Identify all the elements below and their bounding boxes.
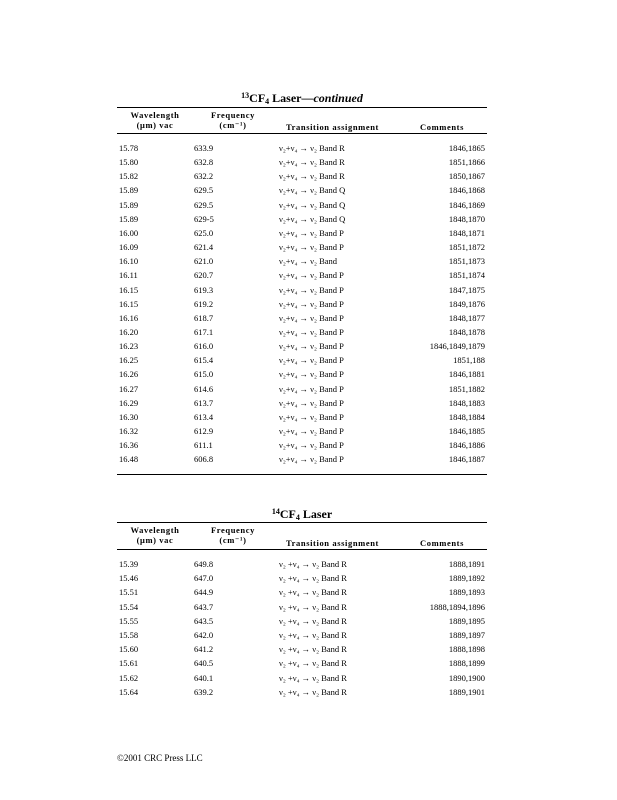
cell-transition: ν₂+ν₄ → ν₂ Band P [279, 242, 344, 253]
cell-wavelength: 15.62 [119, 672, 139, 683]
table1-top-rule [117, 107, 487, 108]
table2-title-subscript: 4 [295, 513, 300, 522]
cell-frequency: 615.4 [194, 355, 214, 366]
cell-wavelength: 16.25 [119, 355, 139, 366]
cell-comments: 1851,1872 [448, 242, 485, 253]
cell-frequency: 640.5 [194, 658, 214, 669]
cell-frequency: 616.0 [194, 341, 214, 352]
cell-frequency: 613.4 [194, 411, 214, 422]
cell-comments: 1851,188 [453, 355, 485, 366]
cell-comments: 1846,1881 [448, 369, 485, 380]
table1-title [117, 91, 487, 106]
cell-frequency: 612.9 [194, 426, 214, 436]
cell-frequency: 621.0 [194, 256, 214, 267]
cell-transition: ν₂+ν₄ → ν₂ Band P [279, 411, 344, 422]
table1-header-transition: Transition assignment [286, 122, 379, 132]
table-row [117, 285, 487, 299]
cell-comments: 1851,1866 [448, 157, 485, 168]
cell-comments: 1888,1894,1896 [429, 601, 485, 612]
table-row [117, 384, 487, 398]
table2-header-frequency-line2: (cm⁻¹) [219, 535, 247, 545]
table2-top-rule [117, 522, 487, 523]
cell-frequency: 642.0 [194, 630, 214, 640]
cell-transition: ν₂+ν₄ → ν₂ Band P [279, 383, 344, 394]
cell-transition: ν₂+ν₄ → ν₂ Band P [279, 397, 344, 408]
table1-header-frequency-line1: Frequency [211, 110, 255, 120]
cell-comments: 1848,1883 [448, 397, 485, 408]
cell-frequency: 614.6 [194, 383, 214, 394]
cell-comments: 1889,1901 [448, 686, 485, 697]
cell-frequency: 617.1 [194, 326, 214, 337]
table2-header-transition: Transition assignment [286, 538, 379, 548]
cell-comments: 1888,1891 [448, 559, 485, 569]
cell-comments: 1850,1867 [448, 171, 485, 182]
cell-transition: ν₂+ν₄ → ν₂ Band P [279, 426, 344, 436]
cell-transition: ν₂ +ν₄ → ν₂ Band R [279, 658, 347, 669]
table-row [117, 313, 487, 327]
cell-transition: ν₂+ν₄ → ν₂ Band P [279, 326, 344, 337]
cell-comments: 1847,1875 [448, 284, 485, 295]
cell-comments: 1848,1884 [448, 411, 485, 422]
table-row [117, 426, 487, 440]
cell-comments: 1889,1895 [448, 615, 485, 626]
table2-header-frequency [207, 525, 259, 546]
cell-comments: 1846,1868 [448, 185, 485, 196]
cell-comments: 1846,1886 [448, 440, 485, 451]
cell-wavelength: 16.29 [119, 397, 139, 408]
table2-title-isotope: 14 [271, 507, 280, 516]
table-row [117, 559, 487, 573]
cell-frequency: 629.5 [194, 199, 214, 210]
table2-header-wavelength-line2: (μm) vac [136, 535, 174, 545]
cell-wavelength: 16.30 [119, 411, 139, 422]
table1-header-comments: Comments [420, 122, 464, 132]
cell-frequency: 619.3 [194, 284, 214, 295]
cell-frequency: 640.1 [194, 672, 214, 683]
table2-title [117, 507, 487, 522]
table-row [117, 673, 487, 687]
cell-transition: ν₂+ν₄ → ν₂ Band Q [279, 213, 346, 224]
cell-transition: ν₂+ν₄ → ν₂ Band R [279, 143, 345, 153]
cell-transition: ν₂+ν₄ → ν₂ Band P [279, 298, 344, 309]
table-row [117, 440, 487, 454]
cell-wavelength: 15.82 [119, 171, 139, 182]
cell-comments: 1889,1892 [448, 573, 485, 584]
cell-transition: ν₂+ν₄ → ν₂ Band [279, 256, 338, 267]
cell-comments: 1848,1878 [448, 326, 485, 337]
cell-frequency: 619.2 [194, 298, 214, 309]
cell-transition: ν₂+ν₄ → ν₂ Band P [279, 270, 344, 281]
cell-wavelength: 15.89 [119, 213, 139, 224]
cell-comments: 1890,1900 [448, 672, 485, 683]
cell-transition: ν₂ +ν₄ → ν₂ Band R [279, 587, 347, 598]
table-row [117, 630, 487, 644]
cell-transition: ν₂+ν₄ → ν₂ Band P [279, 440, 344, 451]
table1-bottom-rule [117, 474, 487, 475]
cell-frequency: 647.0 [194, 573, 214, 584]
cell-frequency: 625.0 [194, 227, 214, 238]
table2-title-formula: CF [279, 507, 296, 521]
cell-wavelength: 16.36 [119, 440, 139, 451]
copyright-footer: ©2001 CRC Press LLC [117, 753, 203, 763]
cell-wavelength: 15.60 [119, 644, 139, 655]
cell-wavelength: 16.23 [119, 341, 139, 352]
cell-wavelength: 16.10 [119, 256, 139, 267]
cell-comments: 1851,1873 [448, 256, 485, 267]
cell-comments: 1849,1876 [448, 298, 485, 309]
table-row [117, 270, 487, 284]
table-row [117, 242, 487, 256]
cell-frequency: 649.8 [194, 559, 214, 569]
cell-transition: ν₂+ν₄ → ν₂ Band R [279, 157, 345, 168]
cell-comments: 1888,1898 [448, 644, 485, 655]
table2-header-rule [117, 549, 487, 550]
cell-frequency: 611.1 [194, 440, 213, 451]
cell-transition: ν₂ +ν₄ → ν₂ Band R [279, 573, 347, 584]
cell-wavelength: 15.89 [119, 199, 139, 210]
cell-wavelength: 15.39 [119, 559, 139, 569]
table1-header-wavelength [126, 110, 184, 130]
table-row [117, 214, 487, 228]
cell-comments: 1846,1869 [448, 199, 485, 210]
table-row [117, 658, 487, 672]
cell-comments: 1846,1865 [448, 143, 485, 153]
cell-comments: 1889,1897 [448, 630, 485, 640]
table1-title-continued: continued [313, 91, 363, 105]
cell-wavelength: 16.32 [119, 426, 139, 436]
cell-wavelength: 16.48 [119, 454, 139, 465]
cell-wavelength: 16.20 [119, 326, 139, 337]
cell-transition: ν₂+ν₄ → ν₂ Band P [279, 454, 344, 465]
cell-comments: 1851,1874 [448, 270, 485, 281]
cell-wavelength: 16.27 [119, 383, 139, 394]
cell-wavelength: 15.54 [119, 601, 139, 612]
cell-frequency: 618.7 [194, 312, 214, 323]
cell-comments: 1851,1882 [448, 383, 485, 394]
cell-transition: ν₂+ν₄ → ν₂ Band P [279, 355, 344, 366]
cell-transition: ν₂ +ν₄ → ν₂ Band R [279, 615, 347, 626]
cell-comments: 1846,1887 [448, 454, 485, 465]
table2-header-wavelength [126, 525, 184, 545]
cell-wavelength: 15.46 [119, 573, 139, 584]
cell-transition: ν₂+ν₄ → ν₂ Band P [279, 284, 344, 295]
table-row [117, 157, 487, 171]
cell-transition: ν₂ +ν₄ → ν₂ Band R [279, 686, 347, 697]
cell-wavelength: 16.00 [119, 227, 139, 238]
cell-frequency: 641.2 [194, 644, 214, 655]
cell-frequency: 643.5 [194, 615, 214, 626]
cell-transition: ν₂ +ν₄ → ν₂ Band R [279, 559, 347, 569]
table1-title-subscript: 4 [265, 97, 270, 106]
table2-header-frequency-line1: Frequency [211, 525, 255, 535]
table-row [117, 200, 487, 214]
table1-header-rule [117, 133, 487, 134]
cell-wavelength: 15.78 [119, 143, 139, 153]
cell-wavelength: 15.80 [119, 157, 139, 168]
table-row [117, 587, 487, 601]
cell-frequency: 639.2 [194, 686, 214, 697]
cell-frequency: 629-5 [194, 213, 214, 224]
table1-header-frequency-line2: (cm⁻¹) [219, 120, 247, 130]
table-row [117, 602, 487, 616]
cell-transition: ν₂ +ν₄ → ν₂ Band R [279, 644, 347, 655]
table1-header-wavelength-line1: Wavelength [130, 110, 180, 120]
cell-wavelength: 15.89 [119, 185, 139, 196]
table-row [117, 398, 487, 412]
table1-header-wavelength-line2: (μm) vac [136, 120, 174, 130]
table-row [117, 687, 487, 701]
cell-frequency: 629.5 [194, 185, 214, 196]
table-row [117, 185, 487, 199]
cell-comments: 1846,1849,1879 [429, 341, 485, 352]
cell-frequency: 632.8 [194, 157, 214, 168]
cell-frequency: 620.7 [194, 270, 214, 281]
cell-frequency: 613.7 [194, 397, 214, 408]
cell-wavelength: 16.16 [119, 312, 139, 323]
table-row [117, 171, 487, 185]
table-row [117, 299, 487, 313]
cell-wavelength: 15.55 [119, 615, 139, 626]
cell-frequency: 606.8 [194, 454, 214, 465]
cell-wavelength: 16.15 [119, 298, 139, 309]
cell-transition: ν₂+ν₄ → ν₂ Band P [279, 369, 344, 380]
table-row [117, 573, 487, 587]
table1-title-text: Laser— [269, 91, 314, 105]
cell-transition: ν₂ +ν₄ → ν₂ Band R [279, 630, 347, 640]
cell-wavelength: 15.64 [119, 686, 139, 697]
table-row [117, 355, 487, 369]
table-row [117, 369, 487, 383]
cell-transition: ν₂+ν₄ → ν₂ Band Q [279, 185, 346, 196]
cell-transition: ν₂+ν₄ → ν₂ Band Q [279, 199, 346, 210]
table2-header-comments: Comments [420, 538, 464, 548]
cell-transition: ν₂+ν₄ → ν₂ Band P [279, 341, 344, 352]
table2-title-text: Laser [299, 507, 333, 521]
cell-comments: 1848,1871 [448, 227, 485, 238]
cell-wavelength: 16.11 [119, 270, 138, 281]
cell-frequency: 633.9 [194, 143, 214, 153]
table2-header-wavelength-line1: Wavelength [130, 525, 180, 535]
cell-transition: ν₂+ν₄ → ν₂ Band P [279, 227, 344, 238]
cell-comments: 1848,1870 [448, 213, 485, 224]
table-row [117, 327, 487, 341]
table-row [117, 616, 487, 630]
table1-title-formula: CF [249, 91, 266, 105]
cell-frequency: 643.7 [194, 601, 214, 612]
table-row [117, 143, 487, 157]
cell-wavelength: 15.51 [119, 587, 139, 598]
cell-frequency: 644.9 [194, 587, 214, 598]
table-row [117, 256, 487, 270]
cell-comments: 1846,1885 [448, 426, 485, 436]
cell-comments: 1889,1893 [448, 587, 485, 598]
cell-frequency: 632.2 [194, 171, 214, 182]
table-row [117, 644, 487, 658]
cell-transition: ν₂ +ν₄ → ν₂ Band R [279, 672, 347, 683]
cell-transition: ν₂+ν₄ → ν₂ Band R [279, 171, 345, 182]
table1-title-isotope: 13 [241, 91, 250, 100]
cell-transition: ν₂ +ν₄ → ν₂ Band R [279, 601, 347, 612]
cell-wavelength: 15.61 [119, 658, 139, 669]
table-row [117, 341, 487, 355]
cell-comments: 1848,1877 [448, 312, 485, 323]
table-row [117, 412, 487, 426]
cell-frequency: 621.4 [194, 242, 214, 253]
table-row [117, 454, 487, 468]
table1-header-frequency [207, 110, 259, 131]
table-row [117, 228, 487, 242]
cell-comments: 1888,1899 [448, 658, 485, 669]
cell-wavelength: 16.09 [119, 242, 139, 253]
cell-wavelength: 16.26 [119, 369, 139, 380]
cell-transition: ν₂+ν₄ → ν₂ Band P [279, 312, 344, 323]
cell-frequency: 615.0 [194, 369, 214, 380]
cell-wavelength: 16.15 [119, 284, 139, 295]
cell-wavelength: 15.58 [119, 630, 139, 640]
